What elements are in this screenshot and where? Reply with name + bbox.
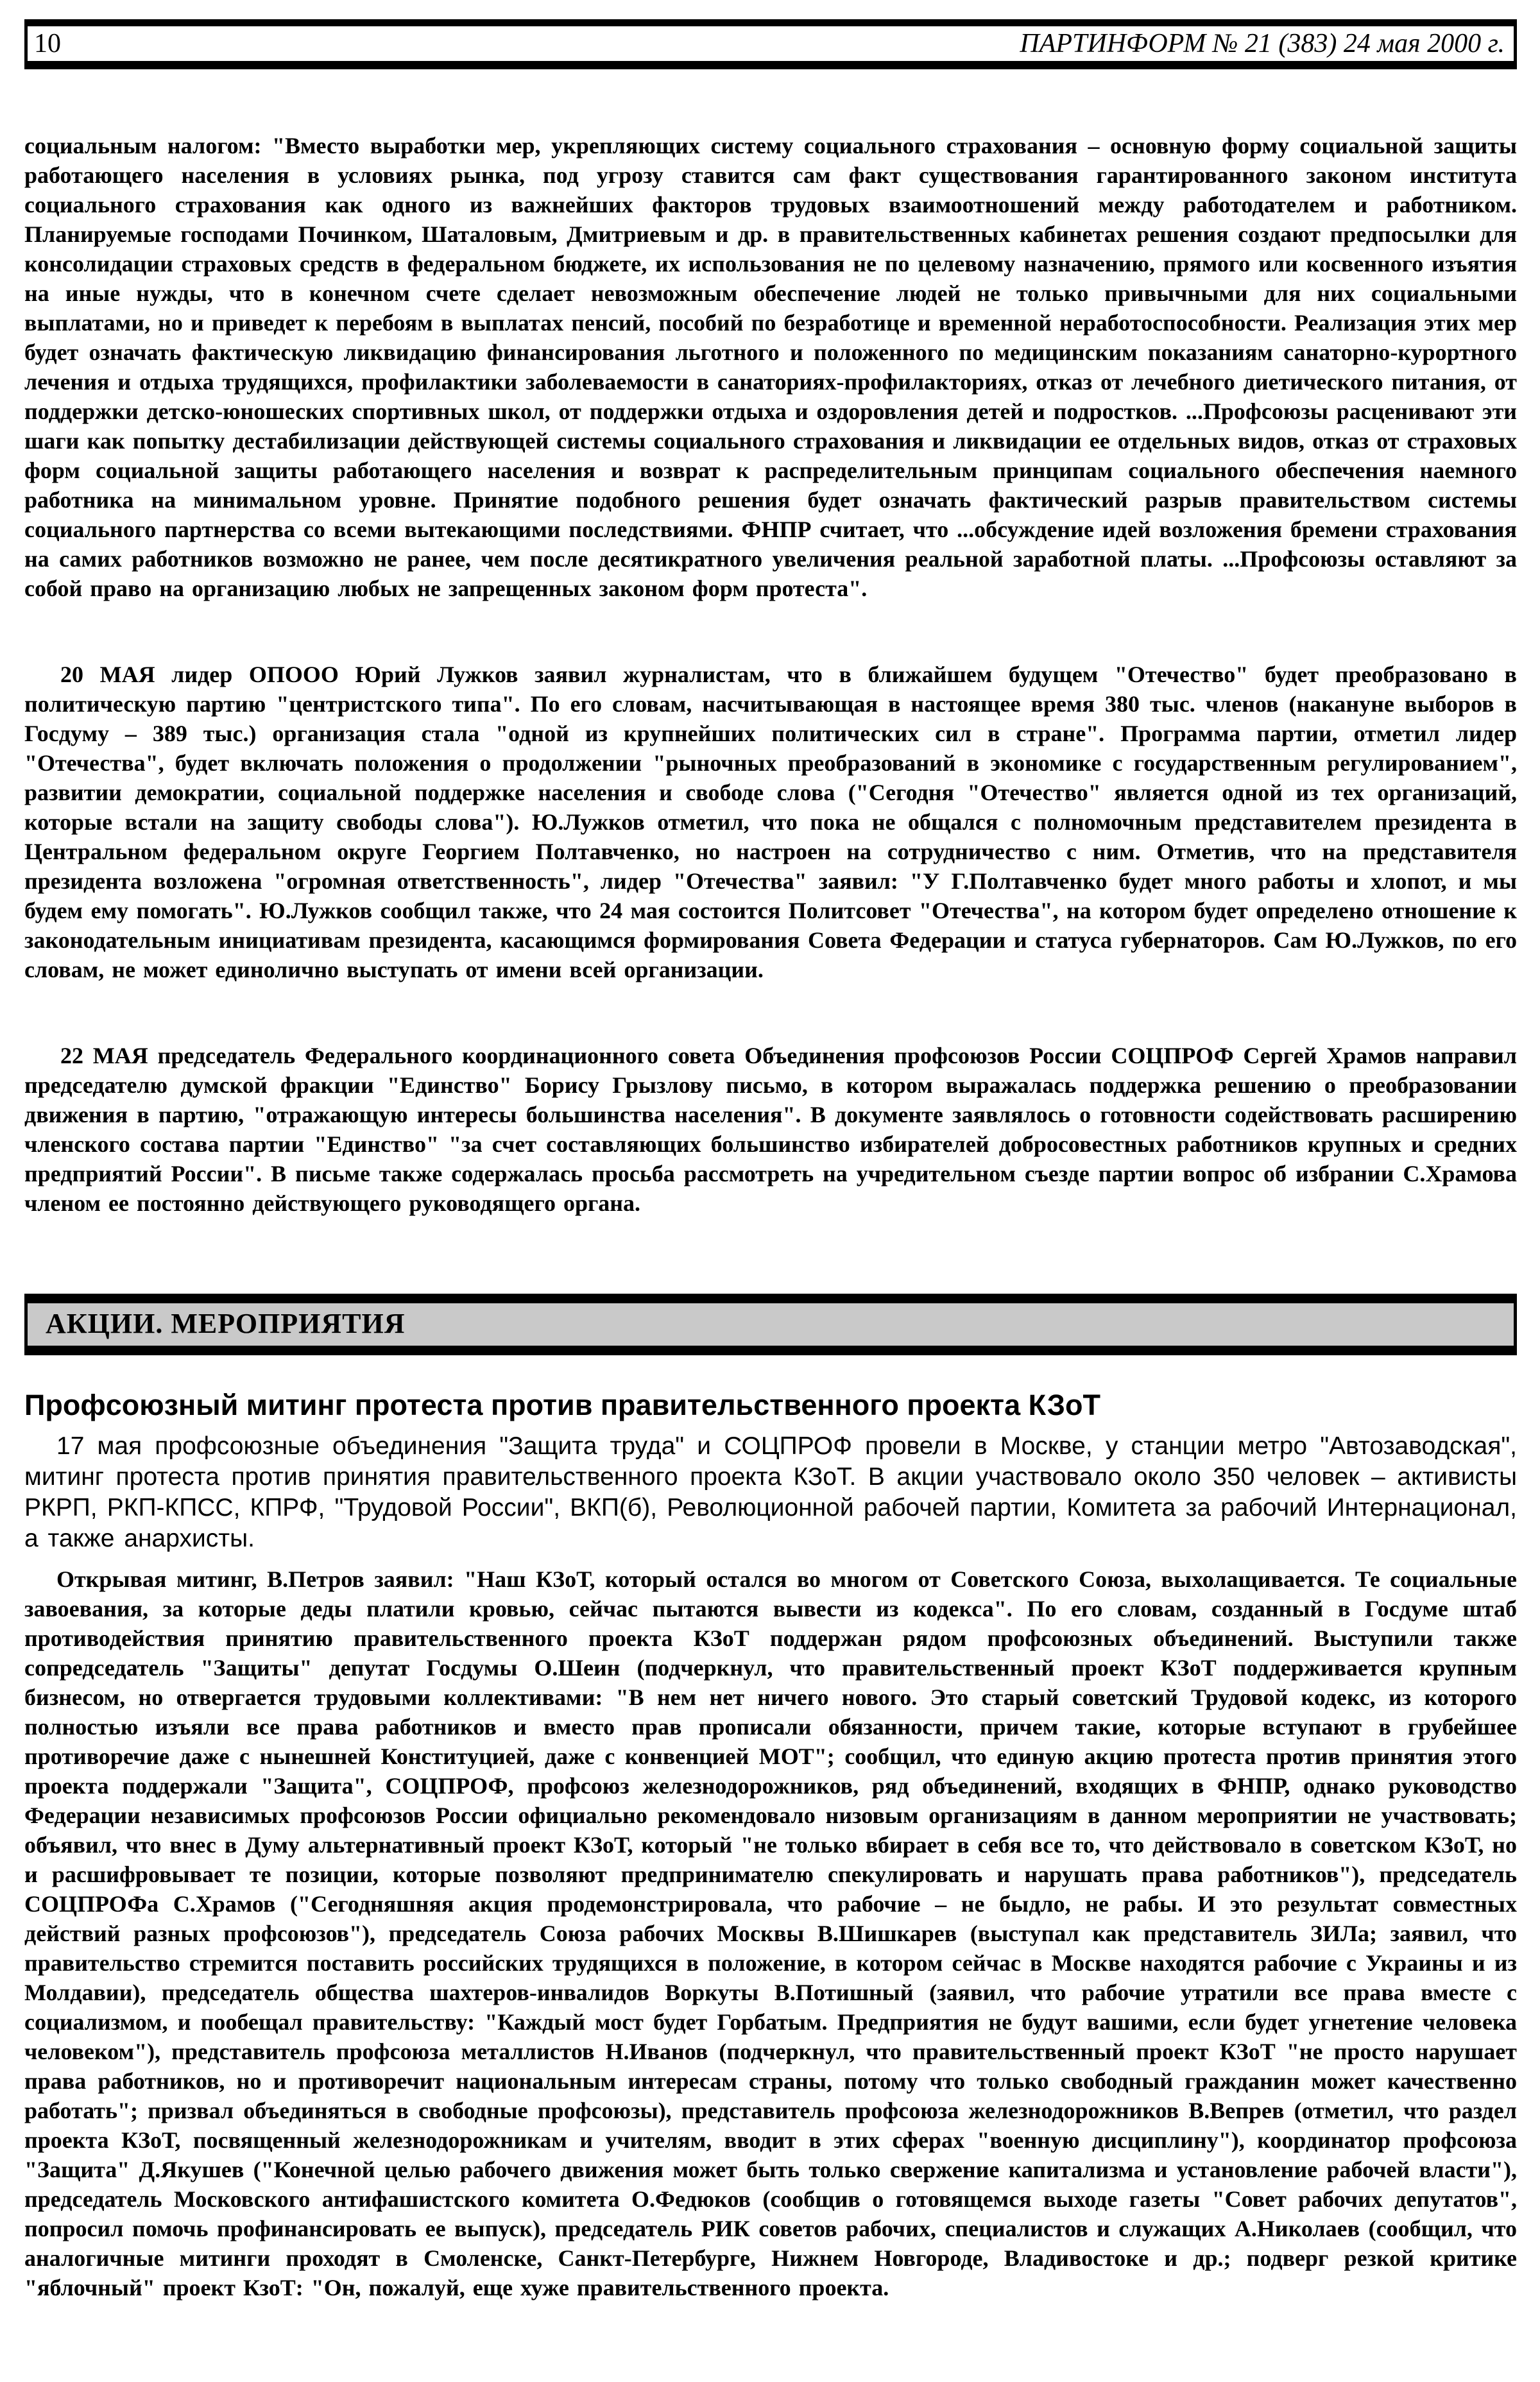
running-head: [24, 19, 1517, 69]
article-body: Открывая митинг, В.Петров заявил: "Наш КЗоТ, который остался во многом от Советского Союза, выхолащивается. Те социальные завоевания, за которые деды платили кровью, сейчас пытаются вывести из кодекса". По его словам, созданный в Госдуме штаб противодействия принятию правительственного проекта КЗоТ поддержан рядом профсоюзных объединений. Выступили также сопредседатель "Защиты" депутат Госдумы О.Шеин (подчеркнул, что правительственный проект КЗоТ поддерживается крупным бизнесом, но отвергается трудовыми коллективами: "В нем нет ничего нового. Это старый советский Трудовой кодекс, из которого полностью изъяли все права работников и вместо прав прописали обязанности, причем такие, которые вступают в грубейшее противоречие даже с нынешней Конституцией, даже с конвенцией МОТ"; сообщил, что единую акцию протеста против принятия этого проекта поддержали "Защита", СОЦПРОФ, профсоюз железнодорожников, ряд объединений, входящих в ФНПР, однако руководство Федерации независимых профсоюзов России официально рекомендовало низовым организациям в данном мероприятии не участвовать; объявил, что внес в Думу альтернативный проект КЗоТ, который "не только вбирает в себя все то, что действовало в советском КЗоТ, но и расшифровывает те позиции, которые позволяют предпринимателю спекулировать и нарушать права работников"), председатель СОЦПРОФа С.Храмов ("Сегодняшняя акция продемонстрировала, что рабочие – не быдло, не рабы. И это результат совместных действий разных профсоюзов"), председатель Союза рабочих Москвы В.Шишкарев (выступал как представитель ЗИЛа; заявил, что правительство стремится поставить российских трудящихся в положение, в котором сейчас в Москве находятся рабочие с Украины и из Молдавии), председатель общества шахтеров-инвалидов Воркуты В.Потишный (заявил, что рабочие утратили все права вместе с социализмом, и пообещал правительству: "Каждый мост будет Горбатым. Предприятия не будут вашими, если будет угнетение человека человеком"), представитель профсоюза металлистов Н.Иванов (подчеркнул, что правительственный проект КЗоТ "не просто нарушает права работников, но и противоречит национальным интересам страны, потому что только свободный гражданин может качественно работать"; призвал объединяться в свободные профсоюзы), представитель профсоюза железнодорожников В.Вепрев (отметил, что раздел проекта КЗоТ, посвященный железнодорожникам и учителям, вводит в этих сферах "военную дисциплину"), координатор профсоюза "Защита" Д.Якушев ("Конечной целью рабочего движения может быть только свержение капитализма и установление рабочей власти"), председатель Московского антифашистского комитета О.Федюков (сообщив о готовящемся выходе газеты "Совет рабочих депутатов", попросил помочь профинансировать ее выпуск), председатель РИК советов рабочих, специалистов и служащих А.Николаев (сообщил, что аналогичные митинги проходят в Смоленске, Санкт-Петербурге, Нижнем Новгороде, Владивостоке и др.; подверг резкой критике "яблочный" проект КзоТ: "Он, пожалуй, еще хуже правительственного проекта.: [24, 1566, 1517, 2301]
digest-paragraph-social-tax: социальным налогом: "Вместо выработки мер, укрепляющих систему социального страхования – основную форму социальной защиты работающего населения в условиях рынка, под угрозу ставится сам факт существования гарантированного законом института социального страхования как одного из важнейших факторов трудовых взаимоотношений между работодателем и работником. Планируемые господами Починком, Шаталовым, Дмитриевым и др. в правительственных кабинетах решения создают предпосылки для консолидации страховых средств в федеральном бюджете, их использования не по целевому назначению, прямого или косвенного изъятия на иные нужды, что в конечном счете сделает невозможным обеспечение людей не только привычными для них социальными выплатами, но и приведет к перебоям в выплатах пенсий, пособий по безработице и временной неработоспособности. Реализация этих мер будет означать фактическую ликвидацию финансирования льготного и положенного по медицинским показаниям санаторно-курортного лечения и отдыха трудящихся, профилактики заболеваемости в санаториях-профилакториях, отказ от лечебного диетического питания, от поддержки детско-юношеских спортивных школ, от поддержки отдыха и оздоровления детей и подростков. ...Профсоюзы расценивают эти шаги как попытку дестабилизации действующей системы социального страхования и ликвидации ее отдельных видов, отказ от страховых форм социальной защиты работающего населения и возврат к распределительным принципам социального обеспечения наемного работника на минимальном уровне. Принятие подобного решения будет означать фактический разрыв правительством системы социального партнерства со всеми вытекающими последствиями. ФНПР считает, что ...обсуждение идей возложения бремени страхования на самих работников возможно не ранее, чем после десятикратного увеличения реальной заработной платы. ...Профсоюзы оставляют за собой право на организацию любых не запрещенных законом форм протеста".: [24, 133, 1517, 601]
section-header-bar: [24, 1294, 1517, 1355]
digest-paragraph-20-may: 20 МАЯ лидер ОПООО Юрий Лужков заявил журналистам, что в ближайшем будущем "Отечество" будет преобразовано в политическую партию "центристского типа". По его словам, насчитывающая в настоящее время 380 тыс. членов (накануне выборов в Госдуму – 389 тыс.) организация стала "одной из крупнейших политических сил в стране". Программа партии, отметил лидер "Отечества", будет включать положения о продолжении "рыночных преобразований в экономике с государственным регулированием", развитии демократии, социальной поддержке населения и свободе слова ("Сегодня "Отечество" является одной из тех организаций, которые встали на защиту свободы слова"). Ю.Лужков отметил, что пока не общался с полномочным представителем президента в Центральном федеральном округе Георгием Полтавченко, но настроен на сотрудничество с ним. Отметив, что на представителя президента возложена "огромная ответственность", лидер "Отечества" заявил: "У Г.Полтавченко будет много работы и хлопот, и мы будем ему помогать". Ю.Лужков сообщил также, что 24 мая состоится Политсовет "Отечества", на котором будет определено отношение к законодательным инициативам президента, касающимся формирования Совета Федерации и статуса губернаторов. Сам Ю.Лужков, по его словам, не может единолично выступать от имени всей организации.: [24, 662, 1517, 982]
article-headline: Профсоюзный митинг протеста против правительственного проекта КЗоТ: [24, 1389, 1100, 1421]
digest-paragraph-22-may: 22 МАЯ председатель Федерального координационного совета Объединения профсоюзов России СОЦПРОФ Сергей Храмов направил председателю думской фракции "Единство" Борису Грызлову письмо, в котором выражалась поддержка решению о преобразовании движения в партию, "отражающую интересы большинства населения". В документе заявлялось о готовности содействовать расширению членского состава партии "Единство" "за счет составляющих большинство избирателей добросовестных работников крупных и средних предприятий России". В письме также содержалась просьба рассмотреть на учредительном съезде партии вопрос об избрании С.Храмова членом ее постоянно действующего руководящего органа.: [24, 1043, 1517, 1216]
article-lead: 17 мая профсоюзные объединения "Защита труда" и СОЦПРОФ провели в Москве, у станции метро "Автозаводская", митинг протеста против принятия правительственного проекта КЗоТ. В акции участвовало около 350 человек – активисты РКРП, РКП-КПСС, КПРФ, "Трудовой России", ВКП(б), Революционной рабочей партии, Комитета за рабочий Интернационал, а также анархисты.: [24, 1432, 1517, 1552]
article-kzot-rally: [24, 1389, 1517, 2302]
masthead-title: ПАРТИНФОРМ № 21 (383) 24 мая 2000 г.: [1020, 29, 1505, 58]
news-digest: [24, 131, 1517, 1218]
section-title: АКЦИИ. МЕРОПРИЯТИЯ: [46, 1308, 406, 1339]
page-number: 10: [34, 29, 61, 58]
